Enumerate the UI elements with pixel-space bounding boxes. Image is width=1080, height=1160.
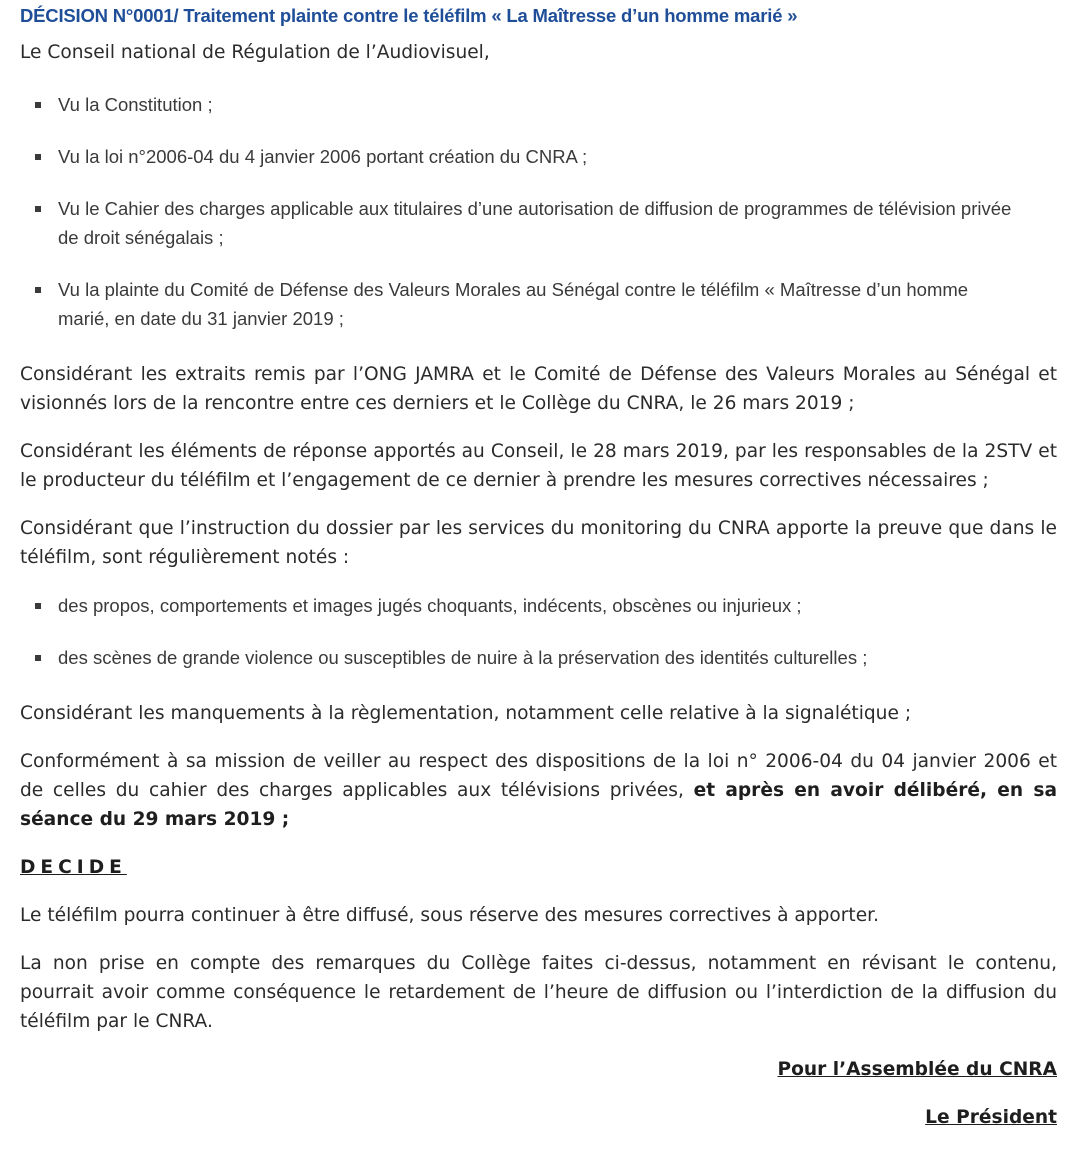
notes-list <box>20 591 1057 672</box>
vu-item: Vu la Constitution ; <box>20 90 1013 119</box>
decision-paragraph: La non prise en compte des remarques du Collège faites ci-dessus, notamment en révisant le contenu, pourrait avoir comme conséquence le retardement de l’heure de diffusion ou l’interdiction de la diffusion du téléfilm par le CNRA. <box>20 953 1057 1032</box>
considerant-paragraph: Considérant que l’instruction du dossier par les services du monitoring du CNRA apporte la preuve que dans le téléfilm, sont régulièrement notés : <box>20 518 1057 568</box>
vu-item: Vu la plainte du Comité de Défense des Valeurs Morales au Sénégal contre le téléfilm « Maîtresse d’un homme marié, en date du 31 janvier 2019 ; <box>20 275 1013 333</box>
bullet-square-icon <box>35 102 41 108</box>
bullet-square-icon <box>35 206 41 212</box>
manquements-paragraph: Considérant les manquements à la règlementation, notamment celle relative à la signalétique ; <box>20 703 912 724</box>
decision-document <box>20 0 1057 1132</box>
bullet-square-icon <box>35 287 41 293</box>
conformement-paragraph: Conformément à sa mission de veiller au respect des dispositions de la loi n° 2006-04 du 04 janvier 2006 et de celles du cahier des charges applicables aux télévisions privées, et après en avoir délibéré, en sa séance du 29 mars 2019 ; <box>20 751 1058 830</box>
decision-paragraph: Le téléfilm pourra continuer à être diffusé, sous réserve des mesures correctives à apporter. <box>20 905 879 926</box>
bullet-square-icon <box>35 603 41 609</box>
note-item: des propos, comportements et images jugés choquants, indécents, obscènes ou injurieux ; <box>20 591 1013 620</box>
signature-president: Le Président <box>925 1107 1057 1128</box>
considerant-paragraph: Considérant les extraits remis par l’ONG JAMRA et le Comité de Défense des Valeurs Morales au Sénégal et visionnés lors de la rencontre entre ces derniers et le Collège du CNRA, le 26 mars 2019 ; <box>20 364 1057 414</box>
vu-list <box>20 90 1057 333</box>
signature-assembly: Pour l’Assemblée du CNRA <box>777 1059 1057 1080</box>
bullet-square-icon <box>35 154 41 160</box>
considerant-paragraph: Considérant les éléments de réponse apportés au Conseil, le 28 mars 2019, par les responsables de la 2STV et le producteur du téléfilm et l’engagement de ce dernier à prendre les mesures correctives nécessaires ; <box>20 441 1057 491</box>
council-intro: Le Conseil national de Régulation de l’Audiovisuel, <box>20 42 490 63</box>
deliberation-emphasis: et après en avoir délibéré, en sa séance du 29 mars 2019 ; <box>20 780 1058 830</box>
decision-title: DÉCISION N°0001/ Traitement plainte contre le téléfilm « La Maîtresse d’un homme marié » <box>20 5 798 26</box>
vu-item: Vu le Cahier des charges applicable aux titulaires d’une autorisation de diffusion de programmes de télévision privée de droit sénégalais ; <box>20 194 1013 252</box>
note-item: des scènes de grande violence ou susceptibles de nuire à la préservation des identités culturelles ; <box>20 643 1013 672</box>
decide-heading: DECIDE <box>20 857 127 878</box>
vu-item: Vu la loi n°2006-04 du 4 janvier 2006 portant création du CNRA ; <box>20 142 1013 171</box>
bullet-square-icon <box>35 655 41 661</box>
